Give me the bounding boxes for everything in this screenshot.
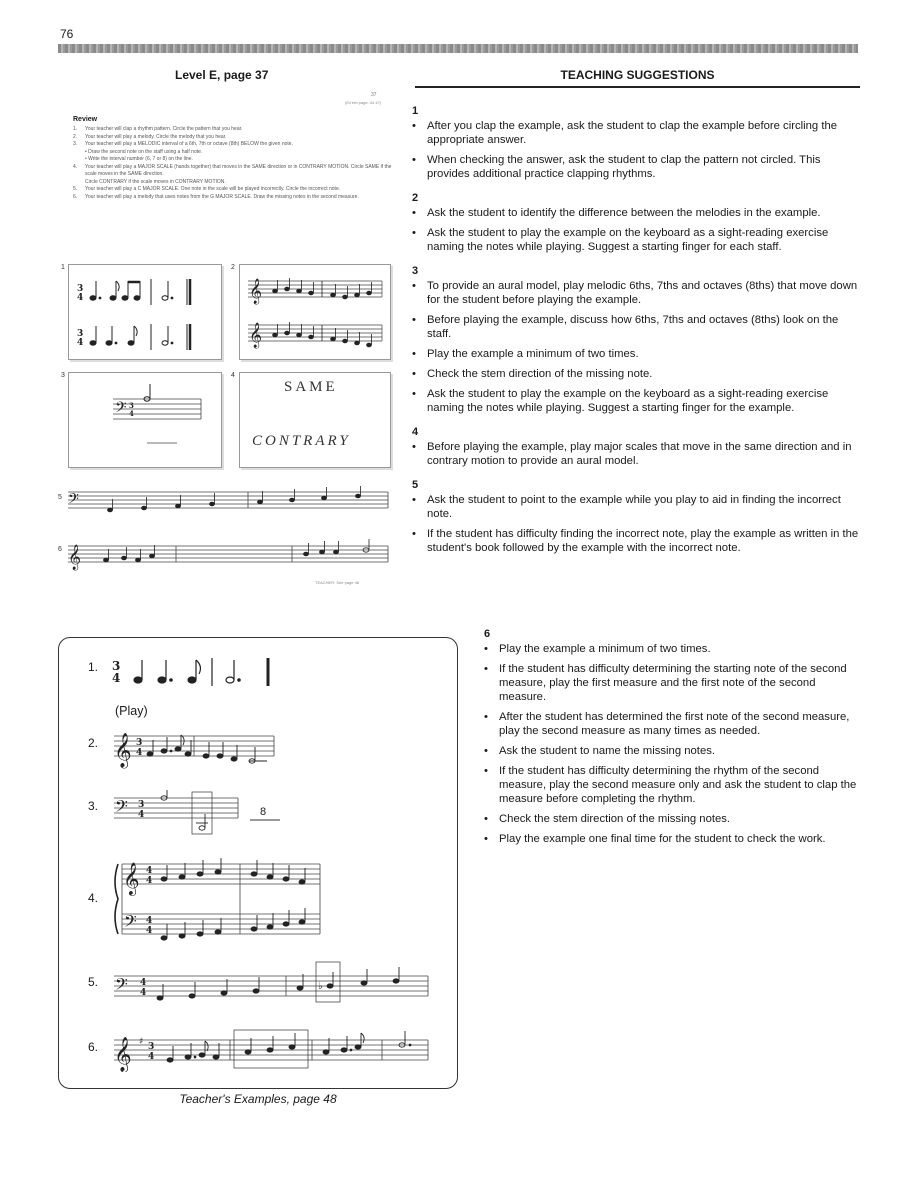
student-label-4: 4: [231, 372, 235, 379]
review-item-number: 2.: [73, 133, 78, 140]
review-item-text: Your teacher will play a MAJOR SCALE (hands together) that moves in the SAME direction or in CONTRARY MOTION. Circle SAME if the scale moves in the SAME direction.: [85, 163, 392, 177]
suggestion-item: [412, 119, 860, 147]
suggestion-item: [484, 662, 860, 704]
svg-text:4: 4: [138, 810, 145, 820]
student-box-3: [68, 372, 222, 468]
review-item-text: • Write the interval number (6, 7 or 8) on the line.: [85, 156, 193, 162]
bullet-icon: •: [412, 314, 416, 326]
review-item: [73, 179, 393, 187]
same-word: SAME: [284, 379, 338, 395]
svg-text:3: 3: [148, 1042, 155, 1052]
section-number: 6: [484, 628, 491, 640]
student-box-1: [68, 264, 222, 360]
review-list: [73, 126, 393, 201]
svg-text:𝄞: 𝄞: [114, 1037, 132, 1072]
left-heading: Level E, page 37: [175, 68, 269, 82]
bullet-icon: •: [412, 280, 416, 292]
svg-text:4: 4: [140, 978, 147, 988]
svg-text:3: 3: [112, 659, 121, 673]
suggestion-text: Ask the student to play the example on the keyboard as a sight-reading exercise naming the notes while playing. Suggest a starting finger for the example.: [427, 388, 829, 414]
suggestion-item: [484, 642, 860, 656]
student-label-3: 3: [61, 372, 65, 379]
example-5-scale: [112, 960, 432, 1006]
header-rule: [58, 44, 858, 53]
melody-notation: [240, 265, 390, 359]
section-number: 3: [412, 265, 419, 277]
student-label-5: 5: [58, 494, 62, 501]
review-item-number: [73, 179, 85, 187]
suggestion-text: Play the example one final time for the student to check the work.: [499, 833, 826, 845]
interval-notation: [69, 373, 221, 467]
suggestion-item: [484, 832, 860, 846]
review-item-number: 5.: [73, 186, 78, 192]
suggestion-section-6: [484, 627, 860, 856]
suggestion-item: [412, 279, 860, 307]
bullet-icon: •: [412, 388, 416, 400]
suggestion-section: [412, 264, 860, 415]
rhythm-notation: [69, 265, 221, 359]
svg-text:𝄢: 𝄢: [68, 491, 79, 511]
suggestion-text: When checking the answer, ask the student to clap the pattern not circled. This provides additional practice clapping rhythms.: [427, 154, 821, 180]
right-heading: TEACHING SUGGESTIONS: [415, 68, 860, 88]
bullet-icon: •: [412, 494, 416, 506]
bullet-icon: •: [412, 368, 416, 380]
example-4-grand-staff: [108, 852, 328, 952]
svg-text:♭: ♭: [318, 981, 323, 992]
teacher-examples-caption: Teacher's Examples, page 48: [179, 1092, 337, 1106]
suggestion-section: [412, 104, 860, 181]
suggestion-text: If the student has difficulty determining the starting note of the second measure, play the first measure and the first note of the second measure.: [499, 663, 847, 703]
review-item-number: [73, 149, 85, 157]
example-3-interval: [112, 790, 242, 836]
bullet-icon: •: [484, 833, 488, 845]
teaching-suggestions: [412, 104, 860, 565]
review-item-text: • Draw the second note on the staff using a half note.: [85, 148, 203, 155]
suggestion-text: After the student has determined the first note of the second measure, play the second measure as many times as needed.: [499, 711, 850, 737]
student-box-2: [239, 264, 391, 360]
suggestion-item: [484, 710, 860, 738]
suggestion-text: To provide an aural model, play melodic 6ths, 7ths and octaves (8ths) that move down for the student before playing the example.: [427, 280, 858, 306]
interval-answer-line: [250, 818, 280, 822]
bullet-icon: •: [484, 663, 488, 675]
play-label: (Play): [115, 704, 148, 718]
svg-text:♯: ♯: [139, 1037, 144, 1047]
review-item-number: 3.: [73, 141, 78, 147]
section-number: 1: [412, 105, 419, 117]
svg-text:𝄞: 𝄞: [68, 545, 82, 570]
suggestion-text: Before playing the example, play major scales that move in the same direction and in contrary motion to provide an aural model.: [427, 441, 852, 467]
suggestion-text: Ask the student to name the missing notes.: [499, 745, 716, 757]
suggestion-text: After you clap the example, ask the student to clap the example before circling the appropriate answer.: [427, 120, 838, 146]
bullet-icon: •: [484, 711, 488, 723]
student-staff-5: [66, 486, 390, 516]
review-item: [73, 164, 393, 179]
review-item-text: Your teacher will play a melody. Circle the melody that you hear.: [85, 133, 227, 140]
svg-text:𝄞: 𝄞: [123, 862, 140, 895]
svg-text:𝄢: 𝄢: [115, 796, 128, 820]
bullet-icon: •: [412, 120, 416, 132]
svg-text:3: 3: [138, 800, 145, 810]
student-staff-6: [66, 538, 390, 572]
bullet-icon: •: [412, 207, 416, 219]
review-item-number: 1.: [73, 126, 78, 132]
interval-answer: 8: [260, 806, 267, 818]
suggestion-item: [412, 527, 860, 555]
example-number-1: 1.: [88, 660, 99, 674]
example-number-3: 3.: [88, 799, 99, 813]
suggestion-item: [412, 440, 860, 468]
svg-text:𝄢: 𝄢: [124, 911, 137, 935]
svg-text:3: 3: [136, 738, 143, 748]
svg-text:4: 4: [146, 866, 153, 876]
bullet-icon: •: [412, 227, 416, 239]
svg-text:𝄞: 𝄞: [114, 733, 132, 768]
review-item: [73, 194, 393, 202]
suggestion-text: Play the example a minimum of two times.: [427, 348, 639, 360]
suggestion-section: [412, 425, 860, 468]
student-label-2: 2: [231, 264, 235, 271]
student-page-number: 37: [371, 92, 377, 98]
bullet-icon: •: [412, 348, 416, 360]
review-item-text: Your teacher will play a C MAJOR SCALE. One note in the scale will be played incorrectly. Circle the incorrect note.: [85, 186, 341, 192]
contrary-word: CONTRARY: [252, 433, 351, 449]
bullet-icon: •: [412, 441, 416, 453]
bullet-icon: •: [412, 528, 416, 540]
suggestion-item: [412, 153, 860, 181]
suggestion-text: If the student has difficulty finding the incorrect note, play the example as written in the student's book followed by the example with the incorrect note.: [427, 528, 859, 554]
suggestion-text: Ask the student to point to the example while you play to aid in finding the incorrect note.: [427, 494, 841, 520]
bullet-icon: •: [484, 765, 488, 777]
example-2-melody: [112, 724, 282, 770]
page-number: 76: [60, 27, 74, 41]
svg-text:4: 4: [136, 748, 143, 758]
suggestion-item: [412, 347, 860, 361]
review-item: [73, 186, 393, 194]
review-item-number: 6.: [73, 193, 78, 200]
svg-text:𝄞: 𝄞: [249, 323, 263, 348]
suggestion-item: [412, 387, 860, 415]
suggestion-item: [412, 206, 860, 220]
suggestion-item: [412, 367, 860, 381]
suggestion-text: Check the stem direction of the missing notes.: [499, 813, 731, 825]
section-number: 4: [412, 426, 419, 438]
suggestion-item: [484, 764, 860, 806]
student-box-4: [239, 372, 391, 468]
svg-text:4: 4: [77, 338, 84, 348]
review-item-number: [73, 156, 85, 164]
svg-text:4: 4: [148, 1052, 155, 1062]
review-item-text: Your teacher will play a melody that uses notes from the G MAJOR SCALE. Draw the missing notes in the second measure.: [85, 193, 359, 200]
svg-text:𝄢: 𝄢: [115, 974, 128, 998]
suggestion-text: Ask the student to play the example on the keyboard as a sight-reading exercise naming the notes while playing. Suggest a starting finger for each staff.: [427, 227, 829, 253]
svg-text:3: 3: [129, 401, 134, 410]
svg-text:3: 3: [77, 329, 84, 339]
review-item-text: Your teacher will play a MELODIC interval of a 6th, 7th or octave (8th) BELOW the given note.: [85, 141, 293, 147]
svg-text:4: 4: [146, 916, 153, 926]
svg-text:3: 3: [77, 284, 84, 294]
student-label-1: 1: [61, 264, 65, 271]
svg-text:4: 4: [146, 926, 153, 936]
example-number-5: 5.: [88, 975, 99, 989]
suggestion-text: Ask the student to identify the difference between the melodies in the example.: [427, 207, 821, 219]
suggestion-text: If the student has difficulty determining the rhythm of the second measure, play the second measure only and ask the student to clap the measure before completing the rhythm.: [499, 765, 857, 805]
review-item: [73, 134, 393, 142]
review-item: [73, 149, 393, 157]
example-1-rhythm: [110, 650, 290, 690]
student-label-6: 6: [58, 546, 62, 553]
svg-text:4: 4: [146, 876, 153, 886]
svg-text:4: 4: [77, 293, 84, 303]
svg-text:𝄢: 𝄢: [115, 399, 127, 420]
example-6-melody: [112, 1026, 432, 1072]
review-item-number: 4.: [73, 163, 78, 170]
review-item-text: Circle CONTRARY if the scale moves in CONTRARY MOTION.: [85, 178, 226, 185]
svg-text:4: 4: [140, 988, 147, 998]
suggestion-item: [412, 493, 860, 521]
svg-text:4: 4: [112, 671, 121, 685]
review-item-text: Your teacher will clap a rhythm pattern. Circle the pattern that you hear.: [85, 126, 243, 132]
section-number: 2: [412, 192, 419, 204]
suggestion-text: Play the example a minimum of two times.: [499, 643, 711, 655]
suggestion-section: [412, 191, 860, 254]
review-title: Review: [73, 116, 98, 123]
section-number: 5: [412, 479, 419, 491]
bullet-icon: •: [484, 643, 488, 655]
suggestion-item: [484, 744, 860, 758]
bullet-icon: •: [484, 745, 488, 757]
review-item: [73, 156, 393, 164]
example-number-6: 6.: [88, 1040, 99, 1054]
bullet-icon: •: [412, 154, 416, 166]
teacher-ref: TEACHER: See page 48: [315, 580, 360, 585]
suggestion-item: [484, 812, 860, 826]
svg-text:4: 4: [129, 409, 134, 418]
suggestion-text: Check the stem direction of the missing note.: [427, 368, 653, 380]
bullet-icon: •: [484, 813, 488, 825]
svg-text:𝄞: 𝄞: [249, 279, 263, 304]
review-item: [73, 126, 393, 134]
example-number-4: 4.: [88, 891, 99, 905]
suggestion-section: [412, 478, 860, 555]
student-page-ref: (Ex'erb page: 44 47): [345, 100, 382, 105]
example-number-2: 2.: [88, 736, 99, 750]
suggestion-text: Before playing the example, discuss how 6ths, 7ths and octaves (8ths) look on the staff.: [427, 314, 839, 340]
suggestion-item: [412, 313, 860, 341]
suggestion-item: [412, 226, 860, 254]
review-item: [73, 141, 393, 149]
